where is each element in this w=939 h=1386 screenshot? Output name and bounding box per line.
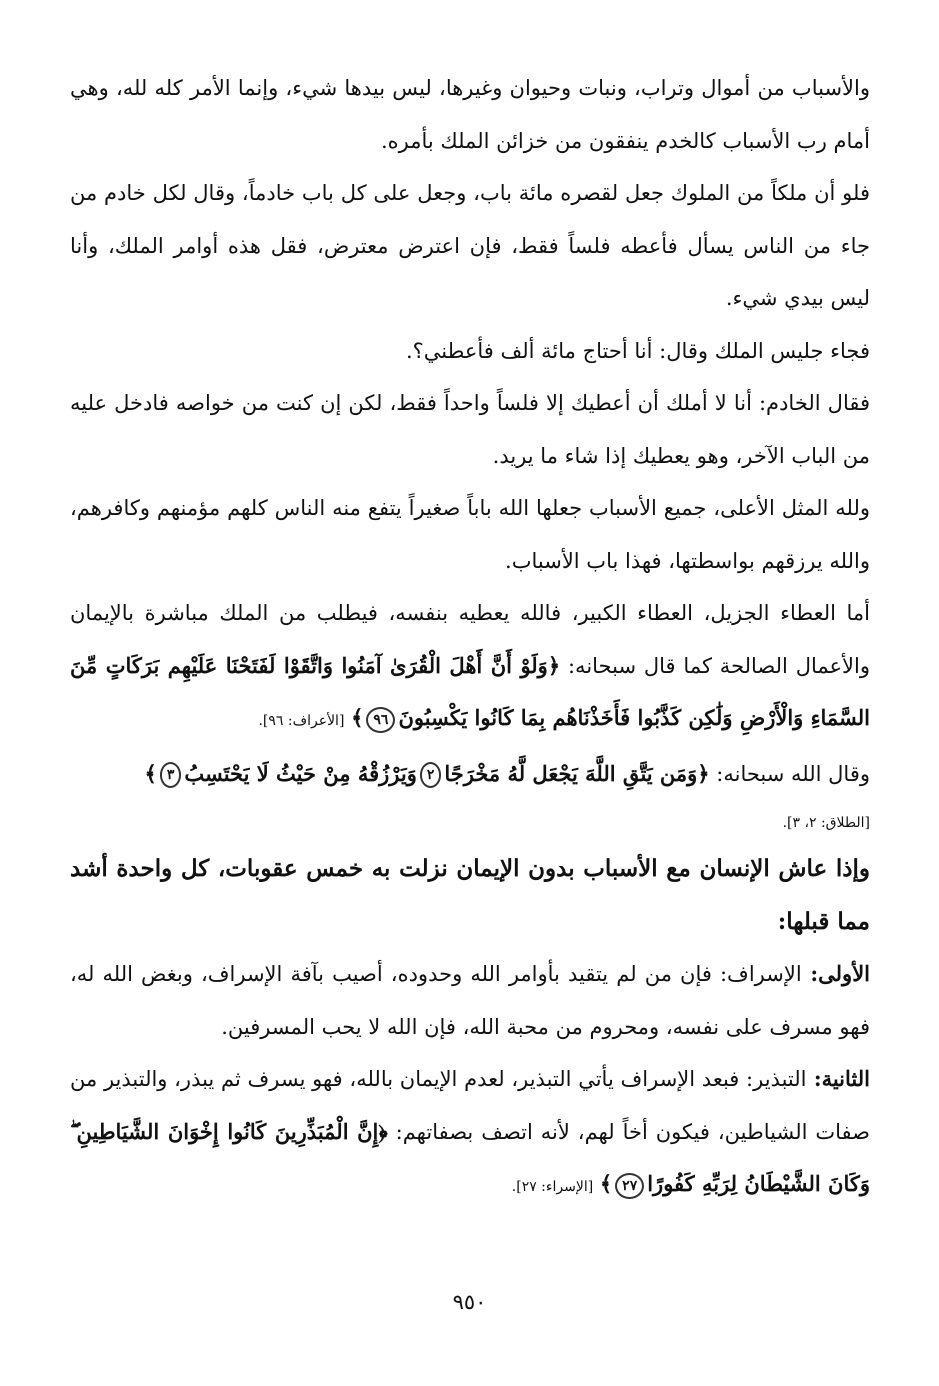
paragraph-intro: أما العطاء الجزيل، العطاء الكبير، فالله يعطيه بنفسه، فيطلب من الملك مباشرة بالإيمان والأعمال الصالحة كما قال سبحانه: (70, 601, 870, 678)
verse-reference: [الأعراف: ٩٦]. (258, 713, 345, 729)
paragraph-great-giving (70, 587, 870, 748)
quran-verse: وَيَرْزُقْهُ مِنْ حَيْثُ لَا يَحْتَسِبُ (184, 760, 417, 786)
verse-reference: [الإسراء: ٢٧]. (511, 1179, 594, 1195)
item-label: الأولى: (801, 961, 871, 986)
paragraph-causes: والأسباب من أموال وتراب، ونبات وحيوان وغيرها، ليس بيدها شيء، وإنما الأمر كله لله، وهي أمام رب الأسباب كالخدم ينفقون من خزائن الملك بأمره. (70, 76, 870, 153)
paragraph-second-punishment (70, 1053, 870, 1214)
verse-close-bracket: ﴾ (351, 705, 364, 730)
item-text: الإسراف: فإن من لم يتقيد بأوامر الله وحدوده، أصيب بآفة الإسراف، وبغض الله له، فهو مسرف على نفسه، ومحروم من محبة الله، فإن الله لا يحب المسرفين. (70, 962, 870, 1039)
verse-close-bracket: ﴾ (144, 760, 157, 786)
paragraph-first-punishment (70, 948, 870, 1053)
ayah-number-marker: ٢ (420, 762, 442, 788)
paragraph-highest-example: ولله المثل الأعلى، جميع الأسباب جعلها الله باباً صغيراً يتفع منه الناس كلهم مؤمنهم وكافرهم، والله يرزقهم بواسطتها، فهذا باب الأسباب. (70, 496, 870, 573)
section-heading: وإذا عاش الإنسان مع الأسباب بدون الإيمان نزلت به خمس عقوبات، كل واحدة أشد مما قبلها: (70, 855, 870, 935)
page-body (70, 62, 870, 1214)
paragraph-servant-reply: فقال الخادم: أنا لا أملك أن أعطيك إلا فلساً واحداً فقط، لكن إن كنت من خواصه فادخل عليه من الباب الآخر، وهو يعطيك إذا شاء ما يريد. (70, 391, 870, 468)
item-label: الثانية: (806, 1066, 870, 1091)
verse-close-bracket: ﴾ (599, 1171, 613, 1196)
page-number: ٩٥٠ (452, 1290, 487, 1314)
paragraph-talaq-verse (70, 748, 870, 801)
reference-line (70, 800, 870, 843)
paragraph-king-analogy: فلو أن ملكاً من الملوك جعل لقصره مائة باب، وجعل على كل باب خادماً، وقال لكل خادم من جاء من الناس يسأل فأعطه فلساً فقط، فإن اعترض معترض، فقل هذه أوامر الملك، وأنا ليس بيدي شيء. (70, 181, 870, 310)
ayah-number-marker: ٩٦ (366, 707, 395, 733)
ayah-number-marker: ٣ (160, 762, 182, 788)
ayah-number-marker: ٢٧ (615, 1173, 644, 1199)
verse-reference: [الطلاق: ٢، ٣]. (782, 815, 870, 831)
item-text: التبذير: فبعد الإسراف يأتي التبذير، لعدم الإيمان بالله، فهو يسرف ثم يبذر، والتبذير من صفات الشياطين، فيكون أخاً لهم، لأنه اتصف بصفاتهم: (70, 1067, 870, 1144)
paragraph-intro: وقال الله سبحانه: (709, 761, 870, 786)
paragraph-companion: فجاء جليس الملك وقال: أنا أحتاج مائة ألف فأعطني؟. (405, 338, 870, 363)
quran-verse: ﴿وَمَن يَتَّقِ اللَّهَ يَجْعَل لَّهُ مَخْرَجًا (444, 760, 710, 786)
quran-verse: ﴿إِنَّ الْمُبَذِّرِينَ كَانُوا إِخْوَانَ الشَّيَاطِينِ ۖ وَكَانَ الشَّيْطَانُ لِرَبِّهِ كَفُورًا (70, 1118, 870, 1196)
quran-verse: ﴿وَلَوْ أَنَّ أَهْلَ الْقُرَىٰ آمَنُوا وَاتَّقَوْا لَفَتَحْنَا عَلَيْهِم بَرَكَاتٍ مِّنَ السَّمَاءِ وَالْأَرْضِ وَلَٰكِن كَذَّبُوا فَأَخَذْنَاهُم بِمَا كَانُوا يَكْسِبُونَ (70, 652, 870, 730)
